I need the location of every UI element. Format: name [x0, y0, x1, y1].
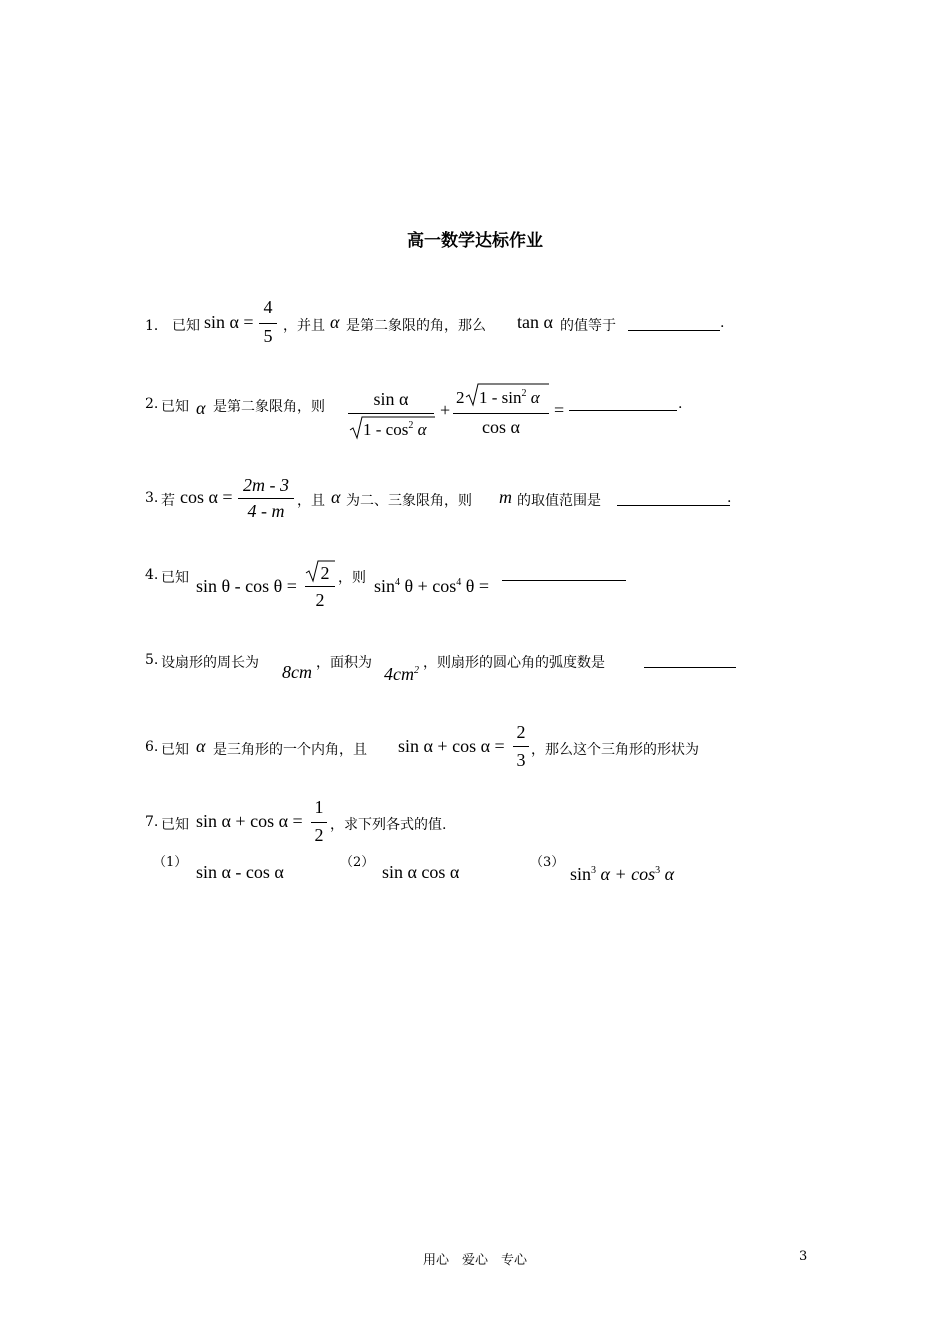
q7-fraction-bar: [311, 822, 327, 823]
q7-lhs: sin α + cos α =: [196, 811, 303, 831]
q4-rhs-sup2: 4: [456, 577, 462, 588]
q2-alpha: α: [196, 398, 206, 418]
q6-text3: ，那么这个三角形的形状为: [531, 742, 699, 758]
q7-part3-label: （3）: [530, 855, 565, 870]
q5-text3: ，则扇形的圆心角的弧度数是: [423, 655, 605, 671]
q1-number: 1．: [145, 318, 168, 334]
q2-answer-blank[interactable]: [569, 410, 677, 411]
q3-end: .: [727, 490, 732, 506]
q2-f2-bar: [453, 413, 549, 414]
q7-part3-b: α + cos: [596, 864, 656, 884]
q2-text2: 是第二象限角，则: [213, 399, 325, 415]
q5-area: [384, 664, 419, 685]
q5-text1: 设扇形的周长为: [161, 655, 259, 671]
q3-den: 4 - m: [247, 501, 285, 521]
q1-alpha: α: [330, 312, 340, 332]
q7-part1-label: （1）: [153, 855, 188, 870]
q2-f1-den-post: α: [413, 420, 427, 439]
q3-answer-blank[interactable]: [617, 505, 730, 506]
q4-rhs-sup1: 4: [395, 577, 401, 588]
q4-number: 4.: [145, 567, 159, 583]
q7-text2: ，求下列各式的值.: [330, 817, 447, 833]
q1-text1: ，并且: [283, 318, 325, 334]
q2-eq: =: [554, 400, 565, 420]
q5-answer-blank[interactable]: [644, 667, 736, 668]
q3-text1: 若: [161, 493, 175, 509]
q2-f1-den-pre: 1 - cos: [363, 420, 409, 439]
q2-number: 2.: [145, 396, 159, 412]
q6-lhs: sin α + cos α =: [398, 736, 505, 756]
q4-rhs: [374, 576, 489, 597]
q7-text1: 已知: [161, 817, 189, 833]
q1-tan: tan α: [517, 312, 553, 332]
q6-text1: 已知: [161, 742, 189, 758]
q1-answer-blank[interactable]: [628, 330, 720, 331]
q1-num: 4: [263, 297, 273, 317]
q1-text3: 的值等于: [560, 318, 616, 334]
q7-part3-sup2: 3: [655, 865, 661, 876]
q3-num: 2m - 3: [243, 475, 289, 495]
q5-area-sup: 2: [414, 665, 419, 676]
q4-text2: ，则: [338, 570, 366, 586]
page-title: 高一数学达标作业: [407, 231, 543, 251]
q2-plus: +: [440, 400, 451, 420]
q4-rhs-b: θ + cos: [400, 576, 457, 596]
q6-text2: 是三角形的一个内角，且: [213, 742, 367, 758]
q7-part3-sup1: 3: [591, 865, 597, 876]
q6-den: 3: [516, 750, 526, 770]
q6-alpha: α: [196, 736, 206, 756]
q4-fraction-bar: [305, 586, 335, 587]
q3-alpha: α: [331, 487, 341, 507]
q7-part2-expr: sin α cos α: [382, 862, 460, 882]
q2-f2-num-post: α: [526, 388, 540, 407]
q2-f1-den-sup: 2: [408, 420, 414, 431]
q6-number: 6.: [145, 739, 159, 755]
q3-fraction-bar: [238, 498, 294, 499]
q4-lhs: sin θ - cos θ =: [196, 576, 297, 596]
q3-lhs: cos α =: [180, 487, 233, 507]
q3-text2: ，且: [297, 493, 325, 509]
q5-area-value: 4cm: [384, 664, 414, 684]
q7-number: 7.: [145, 814, 159, 830]
q2-f1-bar: [348, 413, 434, 414]
q2-f2-num-pre: 2: [456, 388, 465, 407]
q2-f1-num: sin α: [373, 389, 409, 409]
q7-den: 2: [314, 825, 324, 845]
q7-part3-c: α: [660, 864, 675, 884]
q3-m: m: [499, 487, 512, 507]
q2-end: .: [678, 396, 683, 412]
q1-text2: 是第二象限的角，那么: [346, 318, 486, 334]
q5-perimeter: 8cm: [282, 662, 312, 682]
footer-slogan: 用心 爱心 专心: [422, 1253, 527, 1268]
q4-den: 2: [315, 590, 325, 610]
q2-f1-den: [363, 420, 427, 440]
q6-fraction-bar: [513, 746, 529, 747]
q4-answer-blank[interactable]: [502, 580, 626, 581]
q6-num: 2: [516, 722, 526, 742]
q1-lhs: sin α =: [204, 312, 254, 332]
q7-part3-expr: [570, 864, 674, 885]
q7-part3-a: sin: [570, 864, 592, 884]
q3-text4: 的取值范围是: [517, 493, 601, 509]
q2-f2-num: [479, 388, 540, 408]
q3-number: 3.: [145, 490, 159, 506]
q2-f2-num-rad: 1 - sin: [479, 388, 522, 407]
q4-rhs-c: θ =: [461, 576, 490, 596]
q2-f2-num-sup: 2: [521, 388, 527, 399]
q1-den: 5: [263, 326, 273, 346]
q5-number: 5.: [145, 652, 159, 668]
q2-text1: 已知: [161, 399, 189, 415]
q1-fraction-bar: [259, 323, 277, 324]
page-number: 3: [799, 1249, 808, 1264]
q7-part1-expr: sin α - cos α: [196, 862, 284, 882]
q3-text3: 为二、三象限角，则: [346, 493, 472, 509]
q4-num: 2: [320, 563, 330, 583]
q7-part2-label: （2）: [340, 855, 375, 870]
q1-known: 已知: [172, 318, 200, 334]
q7-num: 1: [314, 797, 324, 817]
q1-end: .: [720, 315, 725, 331]
q4-rhs-a: sin: [374, 576, 396, 596]
q4-text1: 已知: [161, 570, 189, 586]
q5-text2: ，面积为: [316, 655, 372, 671]
q2-f2-den: cos α: [482, 417, 520, 437]
